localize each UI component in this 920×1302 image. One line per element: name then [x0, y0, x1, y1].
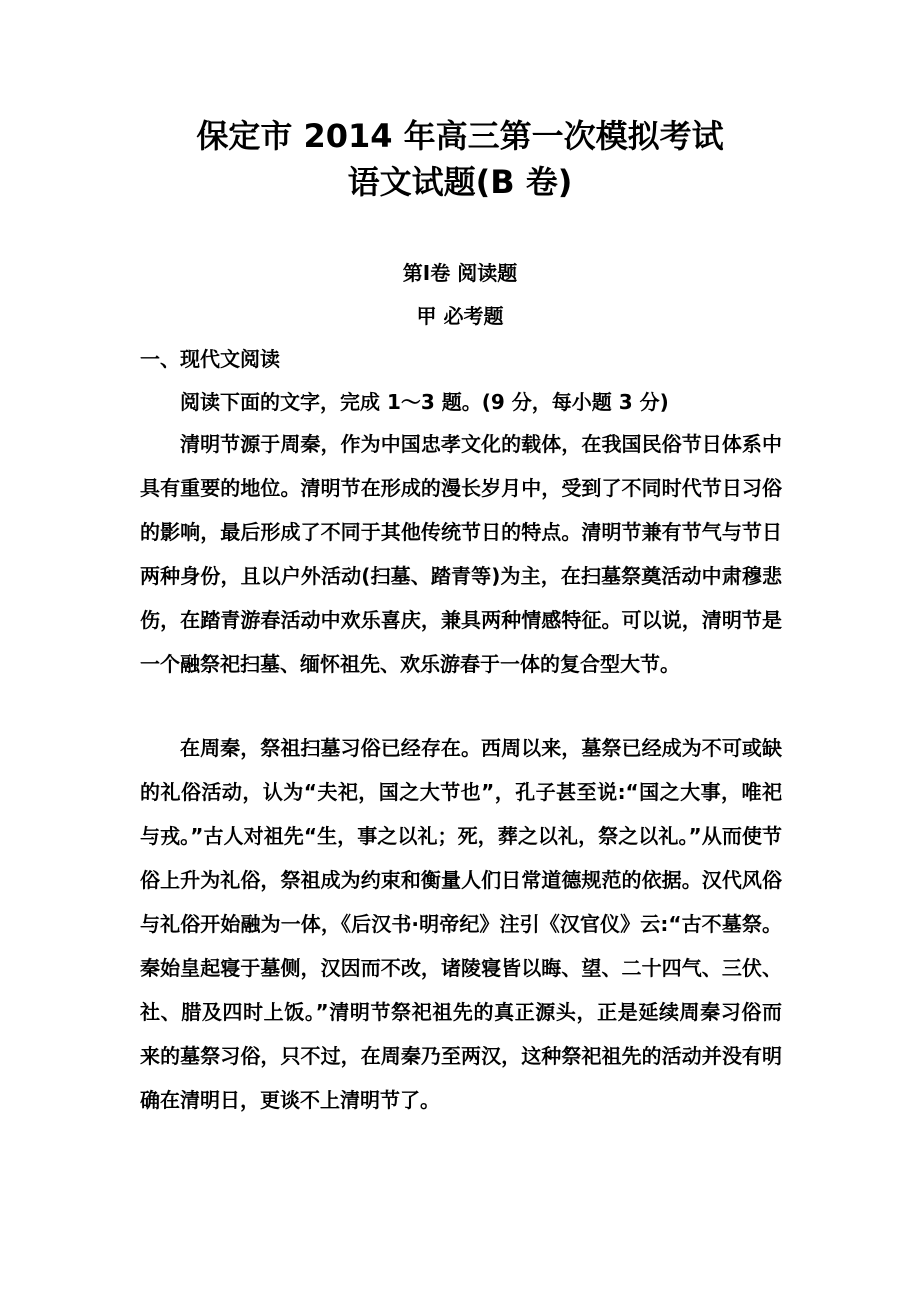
- paragraph: 清明节源于周秦，作为中国忠孝文化的载体，在我国民俗节日体系中具有重要的地位。清明节在形成的漫长岁月中，受到了不同时代节日习俗的影响，最后形成了不同于其他传统节日的特点。清明节兼有节气与节日两种身份，且以户外活动(扫墓、踏青等)为主，在扫墓祭奠活动中肃穆悲伤，在踏青游春活动中欢乐喜庆，兼具两种情感特征。可以说，清明节是一个融祭祀扫墓、缅怀祖先、欢乐游春于一体的复合型大节。: [140, 432, 782, 676]
- exam-title: 保定市 2014 年高三第一次模拟考试: [196, 117, 724, 155]
- instruction-text: 阅读下面的文字，完成 1～3 题。(9 分，每小题 3 分): [180, 390, 669, 414]
- exam-subtitle: 语文试题(B 卷): [347, 163, 573, 201]
- sub-heading: 甲 必考题: [416, 304, 504, 328]
- section-heading: 一、现代文阅读: [140, 347, 280, 371]
- paragraph: 在周秦，祭祖扫墓习俗已经存在。西周以来，墓祭已经成为不可或缺的礼俗活动，认为“夫祀，国之大节也”，孔子甚至说:“国之大事，唯祀与戎。”古人对祖先“生，事之以礼；死，葬之以礼，祭之以礼。”从而使节俗上升为礼俗，祭祖成为约束和衡量人们日常道德规范的依据。汉代风俗与礼俗开始融为一体，《后汉书·明帝纪》注引《汉官仪》云:“古不墓祭。秦始皇起寝于墓侧，汉因而不改，诸陵寝皆以晦、望、二十四气、三伏、社、腊及四时上饭。”清明节祭祀祖先的真正源头，正是延续周秦习俗而来的墓祭习俗，只不过，在周秦乃至两汉，这种祭祀祖先的活动并没有明确在清明日，更谈不上清明节了。: [140, 736, 782, 1112]
- part-heading: 第Ⅰ卷 阅读题: [402, 261, 518, 285]
